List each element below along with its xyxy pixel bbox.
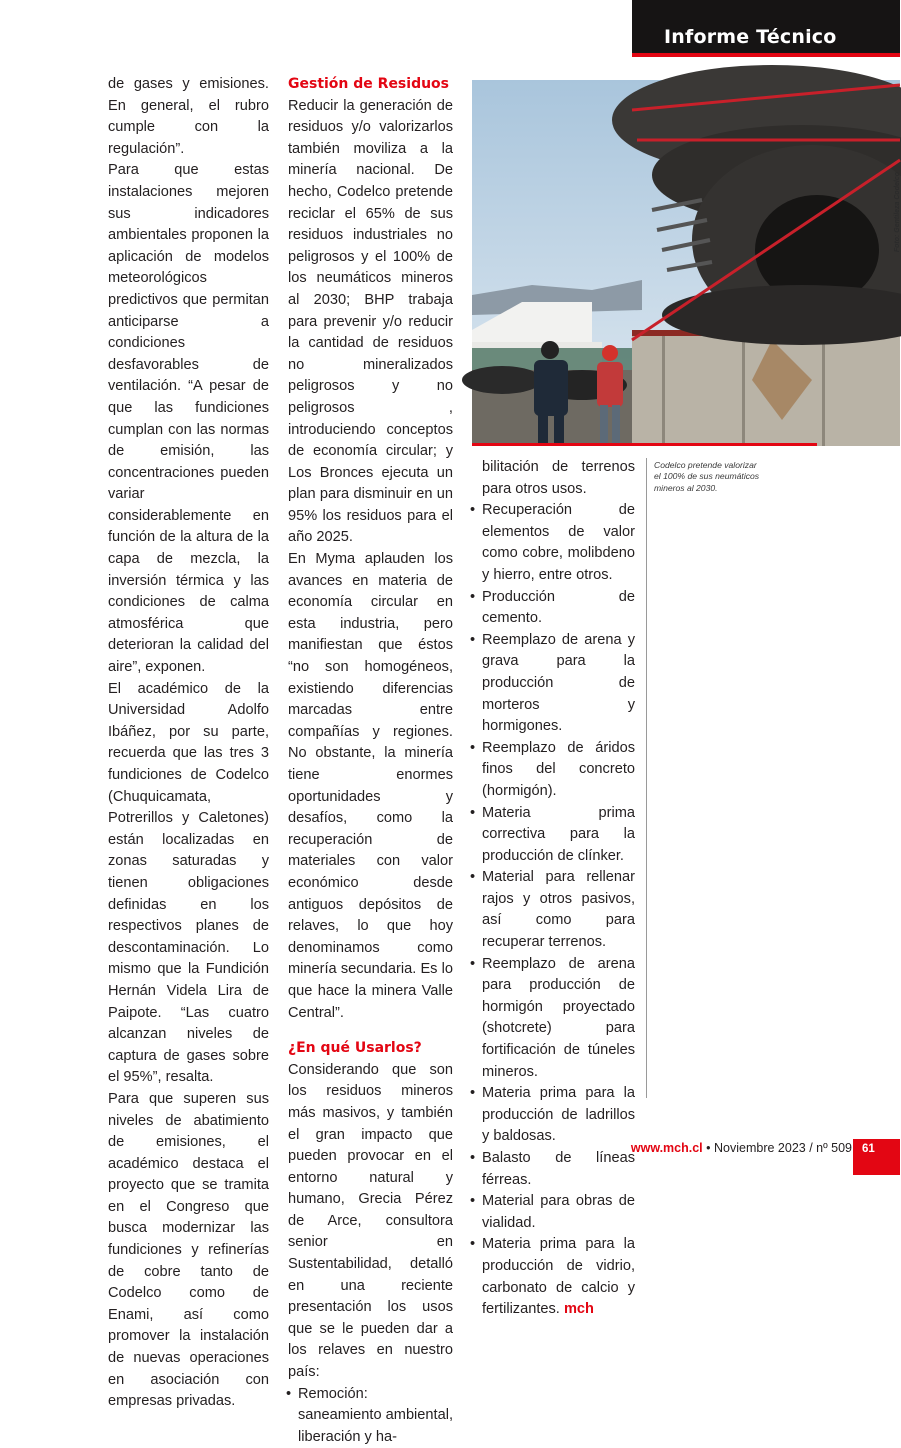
section-header-tab [632,0,900,57]
mining-tires-image [472,80,900,446]
subheading-en-que-usarlos: ¿En qué Usarlos? [288,1040,422,1057]
website-link[interactable]: www.mch.cl [630,1141,703,1155]
photo-caption: Codelco pretende valorizar el 100% de sus neumáticos mineros al 2030. [654,460,760,493]
subheading-gestion-residuos: Gestión de Residuos [288,76,450,92]
section-label: Informe Técnico [664,26,837,48]
list-item: • Materia prima correctiva para la producción de clínker. [472,803,635,868]
bullet-continuation: bilitación de terrenos para otros usos. [482,459,635,497]
section-accent-rule [632,53,900,57]
paragraph: Reducir la generación de residuos y/o valorizarlos también moviliza a la minería nacional. De hecho, Codelco pretende reciclar el 65% de sus residuos industriales no peligrosos y el 100% de los neumáticos mineros al 2030; BHP trabaja para prevenir y/o reducir la cantidad de residuos no mineralizados peligrosos y no peligrosos , introduciendo conceptos de economía circular; y Los Bronces ejecuta un plan para disminuir en un 95% los residuos para el año 2025. [288,97,453,546]
footer-separator: • [706,1141,711,1155]
list-item: • Material para rellenar rajos y otros pasivos, así como para recuperar terrenos. [472,867,635,953]
list-item: • Reemplazo de áridos finos del concreto (hormigón). [472,738,635,803]
list-item: • Balasto de líneas férreas. [472,1148,635,1191]
page-number: 61 [862,1143,875,1155]
list-item: • Materia prima para la producción de ladrillos y baldosas. [472,1083,635,1148]
uses-list [288,1384,453,1448]
list-item: • Producción de cemento. [472,587,635,630]
article-column-2 [288,74,453,1448]
paragraph: En Myma aplauden los avances en materia de economía circular en esta industria, pero manifiestan que éstos “no son homogéneos, existiendo diferencias marcadas entre compañías y regiones. No obstante, la minería tiene enormes oportunidades y desafíos, como la recuperación de materiales con valor económico desde antiguos depósitos de relaves, lo que hoy denominamos como minería secundaria. Es lo que hace la minera Valle Central”. [288,551,453,1021]
paragraph: Para que estas instalaciones mejoren sus indicadores ambientales proponen la aplicación de modelos meteorológicos predictivos que permitan anticiparse a condiciones desfavorables de ventilación. “A pesar de que las fundiciones cumplan con las normas de emisión, las concentraciones pueden variar considerablemente en función de la altura de la capa de mezcla, la inversión térmica y las condiciones de calma atmosférica que deterioran la calidad del aire”, exponen. [108,162,269,676]
issue-info: Noviembre 2023 / nº 509 [714,1141,852,1155]
list-item: • Material para obras de vialidad. [472,1191,635,1234]
list-item [472,1234,635,1320]
paragraph: de gases y emisiones. En general, el rubro cumple con la regulación”. [108,76,269,157]
list-item: • Remoción: saneamiento ambiental, liberación y ha- [288,1384,453,1448]
article-column-3 [472,457,635,1321]
caption-divider [646,458,647,1098]
article-column-1 [108,74,269,1413]
list-item: • Reemplazo de arena y grava para la producción de morteros y hormigones. [472,630,635,738]
list-item-text: Materia prima para la producción de vidrio, carbonato de calcio y fertilizantes. [482,1236,635,1318]
photo-accent-rule [472,443,817,446]
page-number-box [853,1139,900,1175]
uses-list-continued [472,500,635,1321]
list-item: • Reemplazo de arena para producción de hormigón proyectado (shotcrete) para fortificación de túneles mineros. [472,954,635,1084]
tires-photo [472,80,900,446]
end-of-article-mark: mch [563,1301,594,1318]
paragraph: Considerando que son los residuos mineros más masivos, y también el gran impacto que pueden provocar en el entorno natural y humano, Grecia Pérez de Arce, consultora senior en Sustentabilidad, detalló en una reciente presentación los usos que se le pueden dar a los relaves en nuestro país: [288,1061,453,1381]
paragraph: El académico de la Universidad Adolfo Ibáñez, por su parte, recuerda que las tres 3 fundiciones de Codelco (Chuquicamata, Potrerillos y Caletones) están localizadas en zonas saturadas y tienen obligaciones definidas en los respectivos planes de descontaminación. Lo mismo que la Fundición Hernán Videla Lira de Paipote. “Las cuatro alcanzan niveles de captura de gases sobre el 95%”, resalta. [108,680,269,1086]
paragraph: Para que superen sus niveles de abatimiento de emisiones, el académico destaca el proyecto que se tramita en el Congreso que busca modernizar las fundiciones y refinerías de cobre tanto de Codelco como de Enami, así como promover la instalación de nuevas operaciones en asociación con empresas privadas. [108,1090,269,1410]
list-item: • Recuperación de elementos de valor como cobre, molibdeno y hierro, entre otros. [472,500,635,586]
page-footer [600,1141,852,1163]
photo-credit: Foto: Gentileza Codelco [894,172,901,253]
